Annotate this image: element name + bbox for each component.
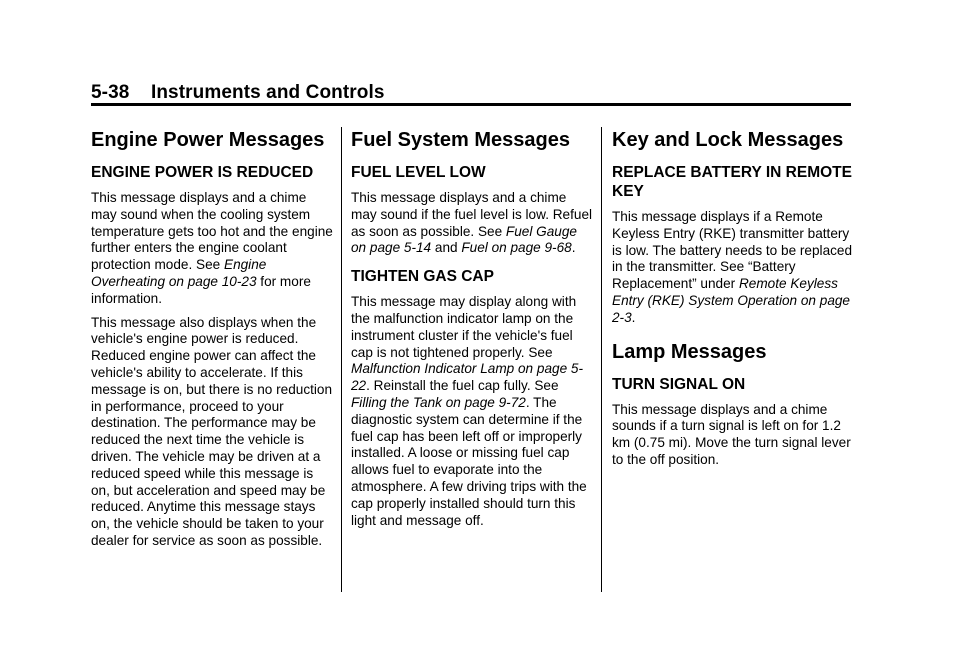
cross-reference: Remote Keyless Entry (RKE) System Operation on page 2-3	[612, 276, 850, 325]
section-heading: Engine Power Messages	[91, 129, 325, 151]
paragraph-text: .	[631, 309, 636, 325]
message-heading: REPLACE BATTERY IN REMOTE KEY	[612, 164, 852, 200]
body-paragraph	[91, 190, 333, 308]
page-header-title	[91, 82, 385, 104]
column-2	[351, 127, 593, 536]
body-paragraph	[91, 315, 333, 550]
column-1	[91, 127, 333, 557]
section-heading: Fuel System Messages	[351, 129, 570, 151]
message-heading: TURN SIGNAL ON	[612, 375, 746, 393]
cross-reference: Malfunction Indicator Lamp on page 5-22	[351, 361, 583, 394]
body-paragraph	[351, 190, 593, 257]
paragraph-text: for more information.	[91, 273, 311, 306]
body-paragraph	[351, 294, 593, 529]
section-heading: Key and Lock Messages	[612, 129, 844, 151]
paragraph-text: .	[571, 240, 576, 256]
column-3	[612, 127, 854, 476]
paragraph-text: This message also displays when the vehicle's engine power is reduced. Reduced engine power can affect the vehicle's ability to accelerate. If this message is on, but there is no reduction in performance, proceed to your destination. The performance may be reduced the next time the vehicle is driven. The vehicle may be driven at a reduced speed while this message is on, but acceleration and speed may be reduced. Anytime this message stays on, the vehicle should be taken to your dealer for service as soon as possible.	[91, 314, 333, 548]
column-divider	[341, 127, 342, 592]
cross-reference: Fuel Gauge on page 5-14	[351, 223, 577, 256]
body-paragraph	[612, 402, 854, 469]
paragraph-text: This message displays and a chime may sound when the cooling system temperature gets too hot and the engine further enters the engine coolant protection mode. See	[91, 190, 333, 273]
message-heading: TIGHTEN GAS CAP	[351, 268, 494, 286]
column-divider	[601, 127, 602, 592]
cross-reference: Fuel on page 9-68	[461, 240, 572, 256]
cross-reference: Engine Overheating on page 10-23	[91, 257, 267, 289]
body-paragraph	[612, 209, 854, 327]
page-header	[91, 80, 851, 104]
paragraph-text: and	[431, 240, 462, 256]
message-heading: ENGINE POWER IS REDUCED	[91, 164, 314, 181]
paragraph-text: This message displays and a chime may sound if the fuel level is low. Refuel as soon as possible. See	[351, 190, 593, 239]
paragraph-text: This message displays if a Remote Keyless Entry (RKE) transmitter battery is low. The battery needs to be replaced in the transmitter. See “Battery Replacement” under	[612, 209, 853, 292]
page-number: 5-38	[91, 82, 130, 103]
message-heading: FUEL LEVEL LOW	[351, 164, 486, 181]
paragraph-text: . Reinstall the fuel cap fully. See	[366, 378, 559, 394]
cross-reference: Filling the Tank on page 9-72	[351, 394, 526, 410]
header-rule	[91, 103, 851, 106]
section-heading: Lamp Messages	[612, 340, 767, 363]
paragraph-text: . The diagnostic system can determine if the fuel cap has been left off or improperly installed. A loose or missing fuel cap allows fuel to evaporate into the atmosphere. A few driving trips with the cap properly installed should turn this light and message off.	[351, 394, 587, 528]
paragraph-text: This message may display along with the malfunction indicator lamp on the instrument cluster if the vehicle's fuel cap is not tightened properly. See	[351, 294, 577, 360]
section-title: Instruments and Controls	[150, 82, 385, 103]
paragraph-text: This message displays and a chime sounds if a turn signal is left on for 1.2 km (0.75 mi). Move the turn signal lever to the off position.	[612, 401, 851, 467]
